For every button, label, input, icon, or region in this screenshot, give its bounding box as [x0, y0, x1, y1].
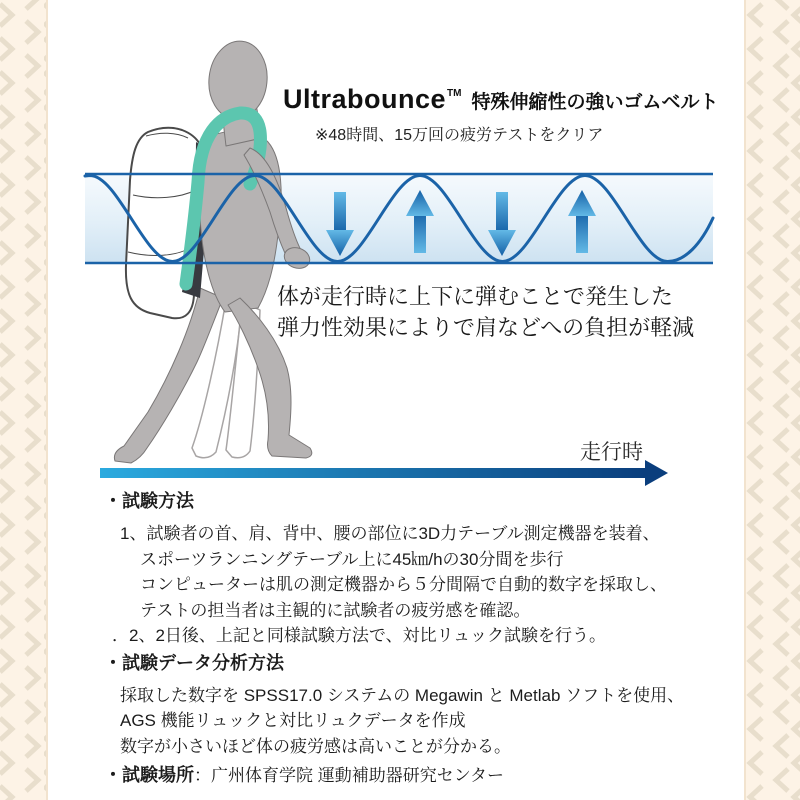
analysis-heading: ・試験データ分析方法: [104, 652, 284, 673]
description-line-1: 体が走行時に上下に弾むことで発生した: [277, 284, 674, 309]
brand-name: Ultrabounce: [283, 84, 447, 114]
bounce-description: [277, 281, 694, 343]
test-method-line: ．2、2日後、上記と同様試験方法で、対比リュック試験を行う。: [112, 626, 607, 645]
test-location-label: ・試験場所: [104, 765, 194, 785]
test-method-heading: ・試験方法: [104, 491, 194, 511]
product-feature-title: 特殊伸縮性の強いゴムベルト: [471, 92, 719, 113]
analysis-line: 数字が小さいほど体の疲労感は高いことが分かる。: [120, 736, 511, 756]
header: [283, 84, 719, 145]
test-location: [104, 763, 724, 789]
test-method-line: スポーツランニングテーブル上に45㎞/hの30分間を歩行: [140, 549, 564, 569]
analysis-line: 採取した数字を SPSS17.0 システムの Megawin と Metlab ソフトを使用、: [120, 685, 685, 705]
test-method-line: コンピューターは肌の測定機器から５分間隔で自動的数字を採取し、: [140, 575, 667, 594]
trademark-mark: TM: [447, 88, 462, 99]
timeline-label: 走行時: [580, 441, 643, 464]
test-method-line: テストの担当者は主観的に試験者の疲労感を確認。: [140, 600, 531, 620]
fatigue-test-note: ※48時間、15万回の疲労テストをクリア: [315, 127, 604, 144]
test-info: [104, 489, 724, 789]
timeline-arrow: [100, 441, 668, 486]
description-line-2: 弾力性効果によりで肩などへの負担が軽減: [277, 315, 695, 340]
test-location-text: ：广州体育学院 運動補助器研究センター: [194, 766, 505, 785]
analysis-line: AGS 機能リュックと対比リュクデータを作成: [120, 711, 466, 730]
test-method-line: 1、試験者の首、肩、背中、腰の部位に3D力テーブル測定機器を装着、: [120, 524, 660, 543]
